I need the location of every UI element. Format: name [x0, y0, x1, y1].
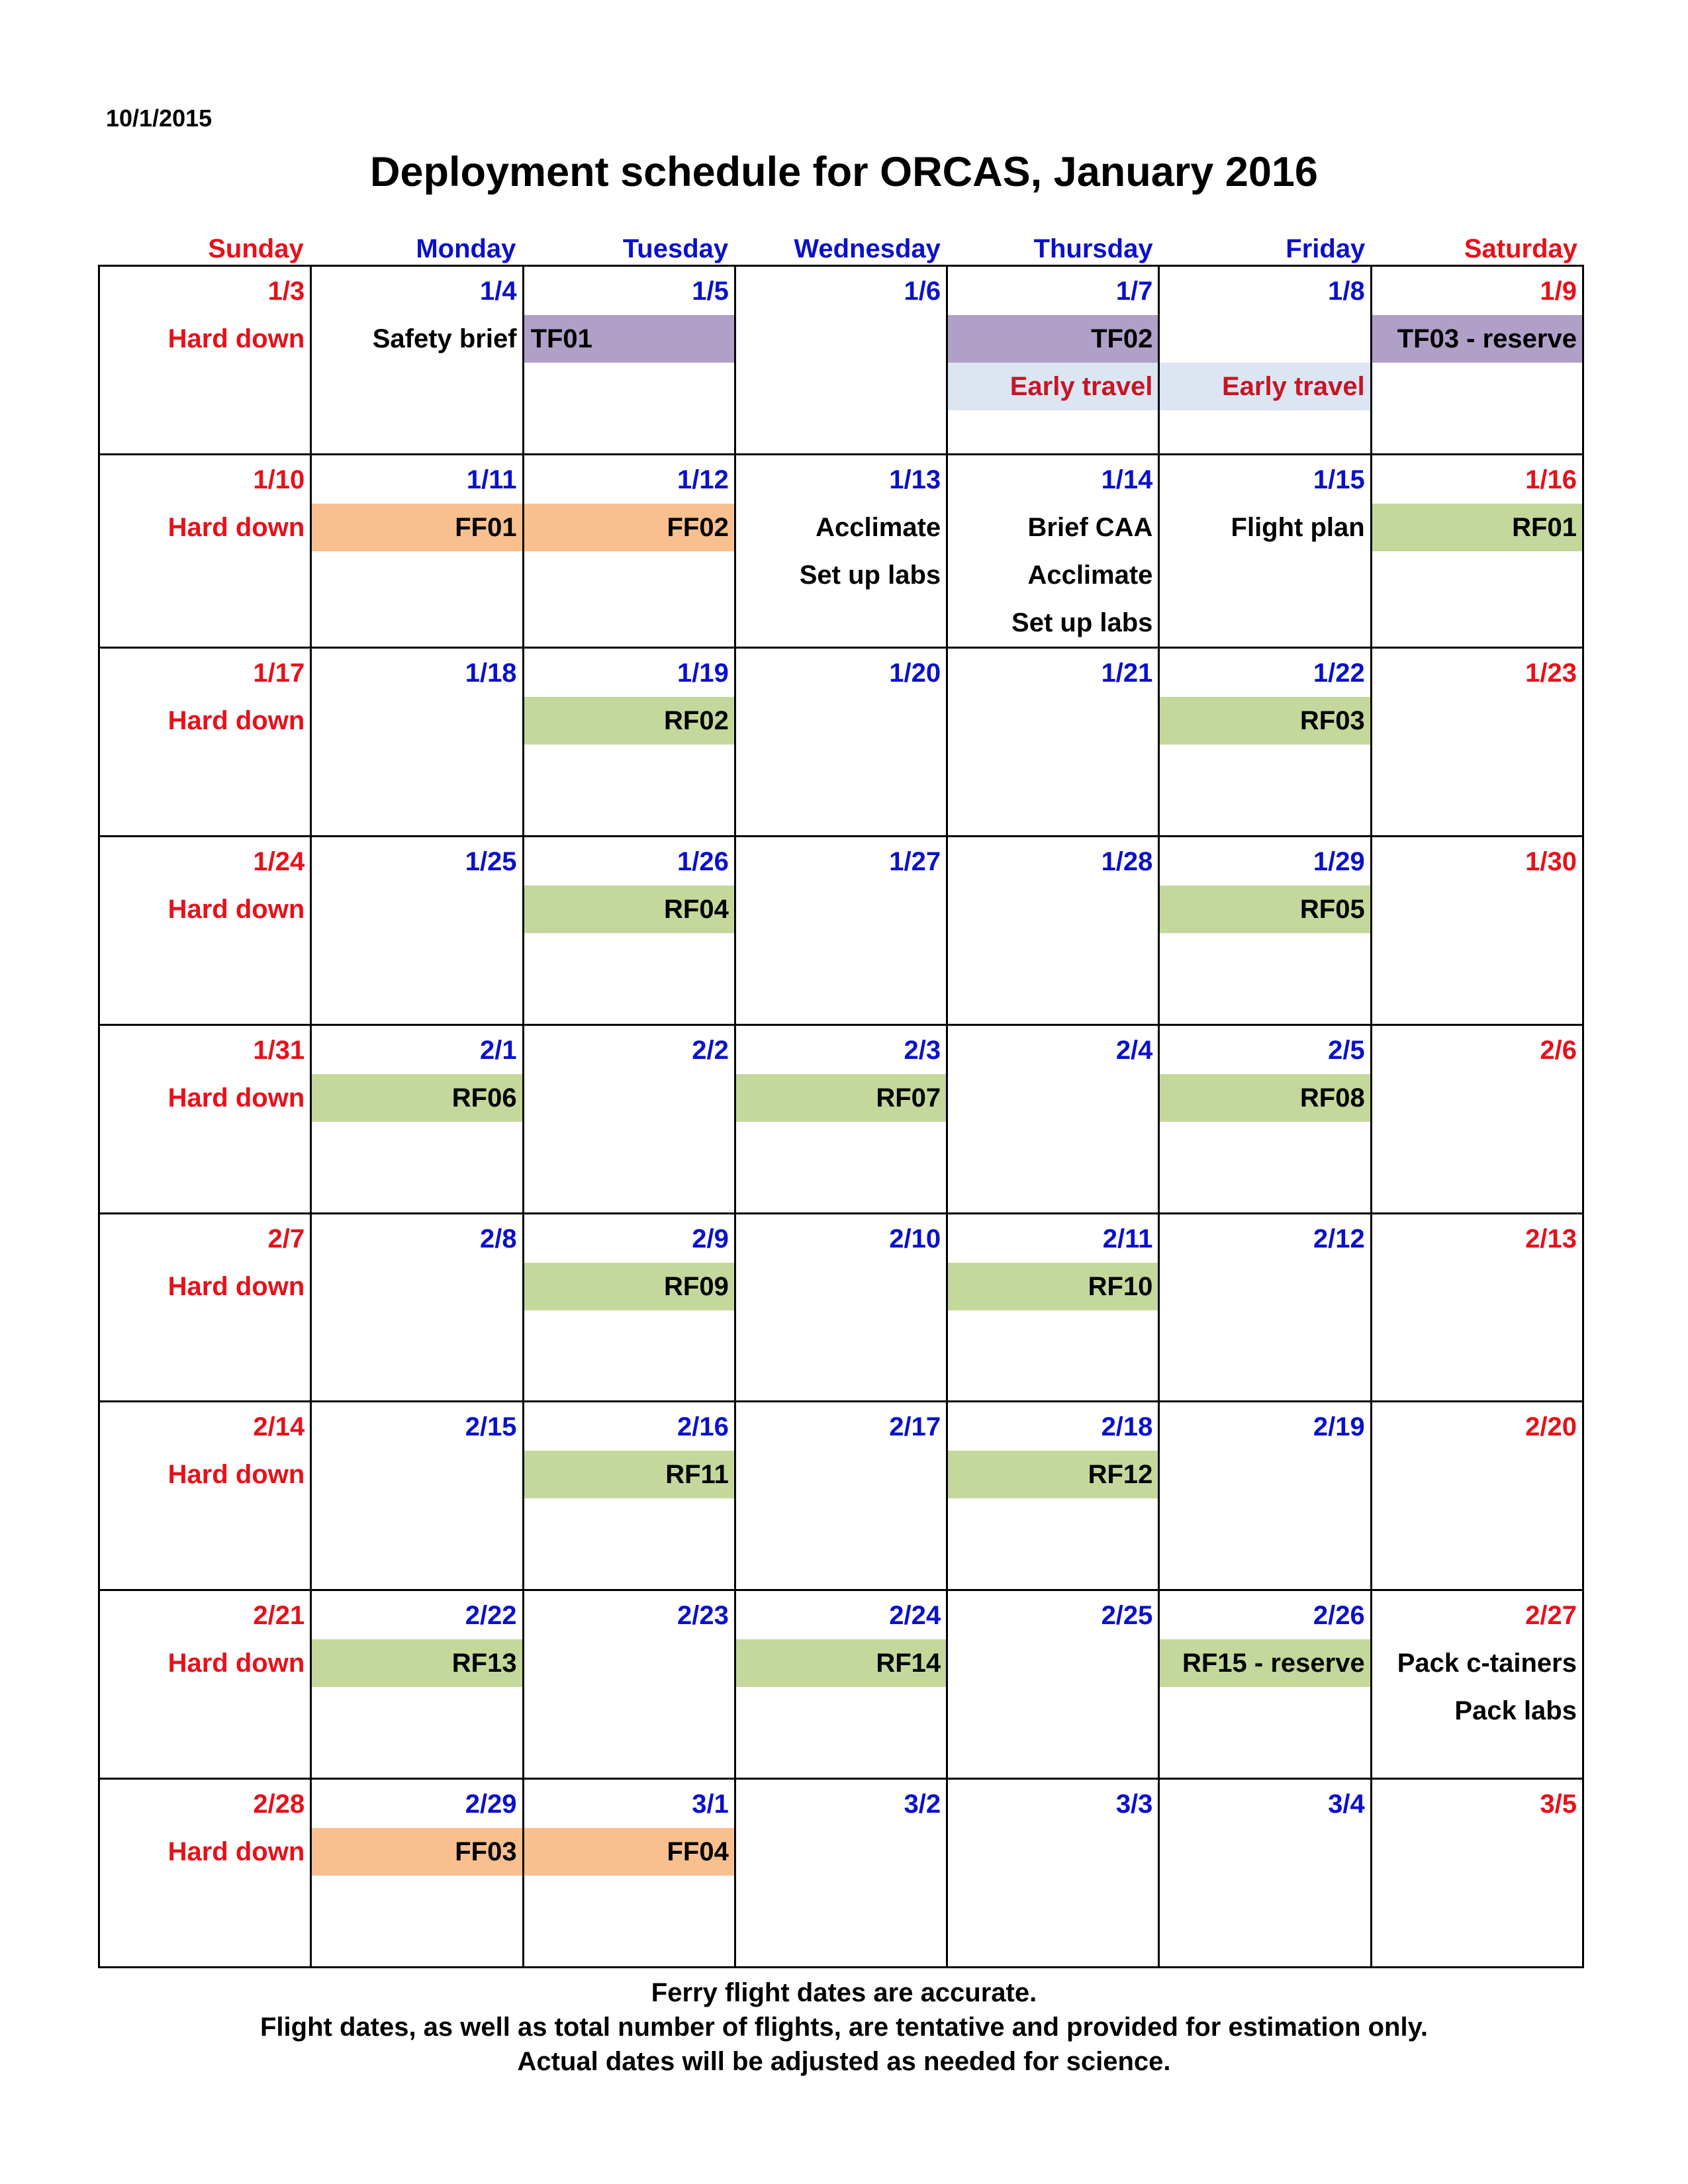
day-event: RF12	[948, 1451, 1158, 1498]
day-cell	[736, 1214, 948, 1403]
day-cell	[736, 1402, 948, 1591]
day-cell	[312, 649, 524, 837]
day-date: 1/25	[465, 846, 517, 876]
day-cell	[524, 1402, 736, 1591]
footer-note: Actual dates will be adjusted as needed for science.	[517, 2047, 1171, 2076]
day-cell	[736, 1780, 948, 1968]
day-date: 1/21	[1101, 658, 1153, 688]
day-date: 2/18	[1101, 1412, 1153, 1442]
day-cell	[312, 837, 524, 1026]
day-cell	[736, 649, 948, 837]
day-date: 2/8	[479, 1224, 517, 1253]
day-cell	[100, 1591, 312, 1780]
day-event: TF02	[948, 315, 1158, 363]
day-cell	[100, 649, 312, 837]
day-cell	[524, 837, 736, 1026]
day-date: 2/2	[692, 1035, 729, 1065]
day-date: 2/24	[889, 1601, 941, 1631]
day-event: RF11	[524, 1451, 734, 1498]
day-date: 1/11	[466, 465, 517, 494]
day-cell	[1160, 837, 1372, 1026]
header-wednesday: Wednesday	[794, 234, 941, 263]
day-date: 1/12	[677, 465, 729, 494]
day-date: 2/5	[1328, 1035, 1365, 1065]
day-event: Acclimate	[816, 512, 941, 542]
day-event: Flight plan	[1231, 512, 1365, 542]
day-event: RF15 - reserve	[1160, 1639, 1370, 1687]
day-date: 2/4	[1115, 1035, 1153, 1065]
footer-note: Flight dates, as well as total number of flights, are tentative and provided for estimation only.	[260, 2013, 1428, 2042]
day-cell	[948, 1780, 1160, 1968]
header-thursday: Thursday	[1033, 234, 1153, 263]
day-cell	[1372, 455, 1584, 649]
day-date: 1/23	[1525, 658, 1577, 688]
header-sunday: Sunday	[208, 234, 304, 263]
day-event	[1160, 315, 1370, 363]
day-cell	[1372, 1026, 1584, 1214]
day-cell	[1160, 1026, 1372, 1214]
header-friday: Friday	[1286, 234, 1366, 263]
day-cell	[736, 267, 948, 455]
day-cell	[1160, 1402, 1372, 1591]
day-cell	[948, 267, 1160, 455]
day-cell	[948, 1402, 1160, 1591]
day-event: TF03 - reserve	[1372, 315, 1582, 363]
day-date: 1/26	[677, 846, 729, 876]
day-date: 2/22	[465, 1601, 517, 1631]
day-event: RF08	[1160, 1074, 1370, 1122]
day-cell	[312, 1780, 524, 1968]
day-date: 1/19	[677, 658, 729, 688]
day-cell	[524, 1214, 736, 1403]
day-event: RF09	[524, 1263, 734, 1310]
day-event: FF02	[524, 504, 734, 551]
day-cell	[736, 1591, 948, 1780]
day-cell	[1372, 1214, 1584, 1403]
day-date: 1/18	[465, 658, 517, 688]
day-date: 1/7	[1115, 277, 1153, 306]
day-cell	[312, 455, 524, 649]
day-date: 1/13	[889, 465, 941, 494]
day-cell	[1372, 1780, 1584, 1968]
day-event: Pack labs	[1454, 1696, 1577, 1726]
day-cell	[736, 837, 948, 1026]
day-event: RF05	[1160, 886, 1370, 933]
day-cell	[948, 1591, 1160, 1780]
day-event: Hard down	[167, 894, 305, 924]
day-event: Set up labs	[1011, 608, 1153, 637]
day-cell	[312, 1402, 524, 1591]
day-cell	[524, 649, 736, 837]
day-cell	[312, 1591, 524, 1780]
day-date: 2/29	[465, 1790, 517, 1819]
weekday-header-row	[98, 232, 1584, 266]
day-event: Hard down	[167, 324, 305, 353]
day-date: 1/31	[253, 1035, 305, 1065]
day-event: RF10	[948, 1263, 1158, 1310]
day-event: Acclimate	[1027, 560, 1153, 590]
day-cell	[100, 267, 312, 455]
day-date: 1/9	[1540, 277, 1577, 306]
day-date: 3/5	[1540, 1790, 1577, 1819]
day-date: 2/11	[1102, 1224, 1153, 1253]
day-event: RF04	[524, 886, 734, 933]
footer-note: Ferry flight dates are accurate.	[651, 1978, 1037, 2007]
day-event: Early travel	[948, 363, 1158, 410]
day-date: 1/14	[1101, 465, 1153, 494]
day-date: 2/9	[692, 1224, 729, 1253]
day-cell	[312, 1214, 524, 1403]
day-date: 3/3	[1115, 1790, 1153, 1819]
day-event: FF04	[524, 1828, 734, 1876]
day-date: 1/4	[479, 277, 517, 306]
day-date: 2/25	[1101, 1601, 1153, 1631]
day-event: Hard down	[167, 1837, 305, 1867]
day-date: 3/4	[1328, 1790, 1365, 1819]
day-date: 1/17	[253, 658, 305, 688]
day-event: FF01	[312, 504, 522, 551]
day-event: RF06	[312, 1074, 522, 1122]
day-cell	[1160, 267, 1372, 455]
day-date: 2/26	[1313, 1601, 1365, 1631]
day-date: 1/30	[1525, 846, 1577, 876]
day-cell	[948, 649, 1160, 837]
day-event: Early travel	[1160, 363, 1370, 410]
day-event: Hard down	[167, 1271, 305, 1301]
day-date: 2/21	[253, 1601, 305, 1631]
day-event: Hard down	[167, 1083, 305, 1113]
day-cell	[100, 1026, 312, 1214]
day-date: 2/27	[1525, 1601, 1577, 1631]
day-cell	[100, 837, 312, 1026]
page-title: Deployment schedule for ORCAS, January 2016	[370, 149, 1318, 195]
day-date: 3/1	[692, 1790, 729, 1819]
day-date: 2/17	[889, 1412, 941, 1442]
day-cell	[524, 455, 736, 649]
day-cell	[312, 1026, 524, 1214]
day-cell	[1372, 267, 1584, 455]
day-cell	[1160, 1214, 1372, 1403]
day-event: Hard down	[167, 512, 305, 542]
day-date: 1/10	[253, 465, 305, 494]
day-event: RF03	[1160, 697, 1370, 745]
day-date: 2/7	[267, 1224, 305, 1253]
day-cell	[524, 1026, 736, 1214]
day-cell	[100, 1214, 312, 1403]
day-date: 1/6	[904, 277, 941, 306]
day-date: 2/15	[465, 1412, 517, 1442]
header-monday: Monday	[416, 234, 516, 263]
day-date: 1/28	[1101, 846, 1153, 876]
day-event: Hard down	[167, 705, 305, 735]
day-date: 1/15	[1313, 465, 1365, 494]
day-event: RF07	[736, 1074, 946, 1122]
day-date: 1/5	[692, 277, 729, 306]
day-date: 2/1	[479, 1035, 517, 1065]
day-event: RF13	[312, 1639, 522, 1687]
day-date: 2/12	[1313, 1224, 1365, 1253]
day-date: 1/20	[889, 658, 941, 688]
day-cell	[948, 1214, 1160, 1403]
day-cell	[1160, 649, 1372, 837]
day-cell	[524, 267, 736, 455]
day-cell	[736, 1026, 948, 1214]
day-cell	[524, 1591, 736, 1780]
day-event: Pack c-tainers	[1397, 1649, 1577, 1678]
day-date: 2/13	[1525, 1224, 1577, 1253]
header-tuesday: Tuesday	[622, 234, 729, 263]
day-cell	[312, 267, 524, 455]
day-date: 2/20	[1525, 1412, 1577, 1442]
document-date: 10/1/2015	[106, 105, 212, 132]
day-date: 3/2	[904, 1790, 941, 1819]
day-date: 1/8	[1328, 277, 1365, 306]
day-event: Brief CAA	[1027, 512, 1153, 542]
day-cell	[100, 1780, 312, 1968]
day-cell	[736, 455, 948, 649]
day-date: 2/19	[1313, 1412, 1365, 1442]
day-cell	[1160, 1780, 1372, 1968]
day-cell	[948, 837, 1160, 1026]
day-cell	[1372, 649, 1584, 837]
day-cell	[100, 455, 312, 649]
day-date: 2/14	[253, 1412, 305, 1442]
day-cell	[1372, 1591, 1584, 1780]
day-date: 2/28	[253, 1790, 305, 1819]
day-cell	[1160, 455, 1372, 649]
day-event: Safety brief	[372, 324, 517, 353]
day-date: 2/10	[889, 1224, 941, 1253]
day-date: 2/6	[1540, 1035, 1577, 1065]
day-cell	[524, 1780, 736, 1968]
day-date: 1/24	[253, 846, 305, 876]
day-event: FF03	[312, 1828, 522, 1876]
day-date: 2/23	[677, 1601, 729, 1631]
day-cell	[1372, 837, 1584, 1026]
day-date: 1/3	[267, 277, 305, 306]
day-event: Hard down	[167, 1460, 305, 1490]
day-event: Hard down	[167, 1649, 305, 1678]
header-saturday: Saturday	[1464, 234, 1578, 263]
day-event: TF01	[524, 315, 734, 363]
calendar-grid	[98, 265, 1584, 1968]
day-date: 1/16	[1525, 465, 1577, 494]
day-event: Set up labs	[799, 560, 941, 590]
day-event: RF01	[1372, 504, 1582, 551]
day-cell	[948, 1026, 1160, 1214]
day-event: RF14	[736, 1639, 946, 1687]
day-date: 2/3	[904, 1035, 941, 1065]
day-cell	[1372, 1402, 1584, 1591]
day-cell	[1160, 1591, 1372, 1780]
footer-notes	[0, 1976, 1688, 2079]
day-date: 1/22	[1313, 658, 1365, 688]
day-event: RF02	[524, 697, 734, 745]
day-cell	[948, 455, 1160, 649]
day-date: 1/29	[1313, 846, 1365, 876]
day-date: 1/27	[889, 846, 941, 876]
day-date: 2/16	[677, 1412, 729, 1442]
day-cell	[100, 1402, 312, 1591]
